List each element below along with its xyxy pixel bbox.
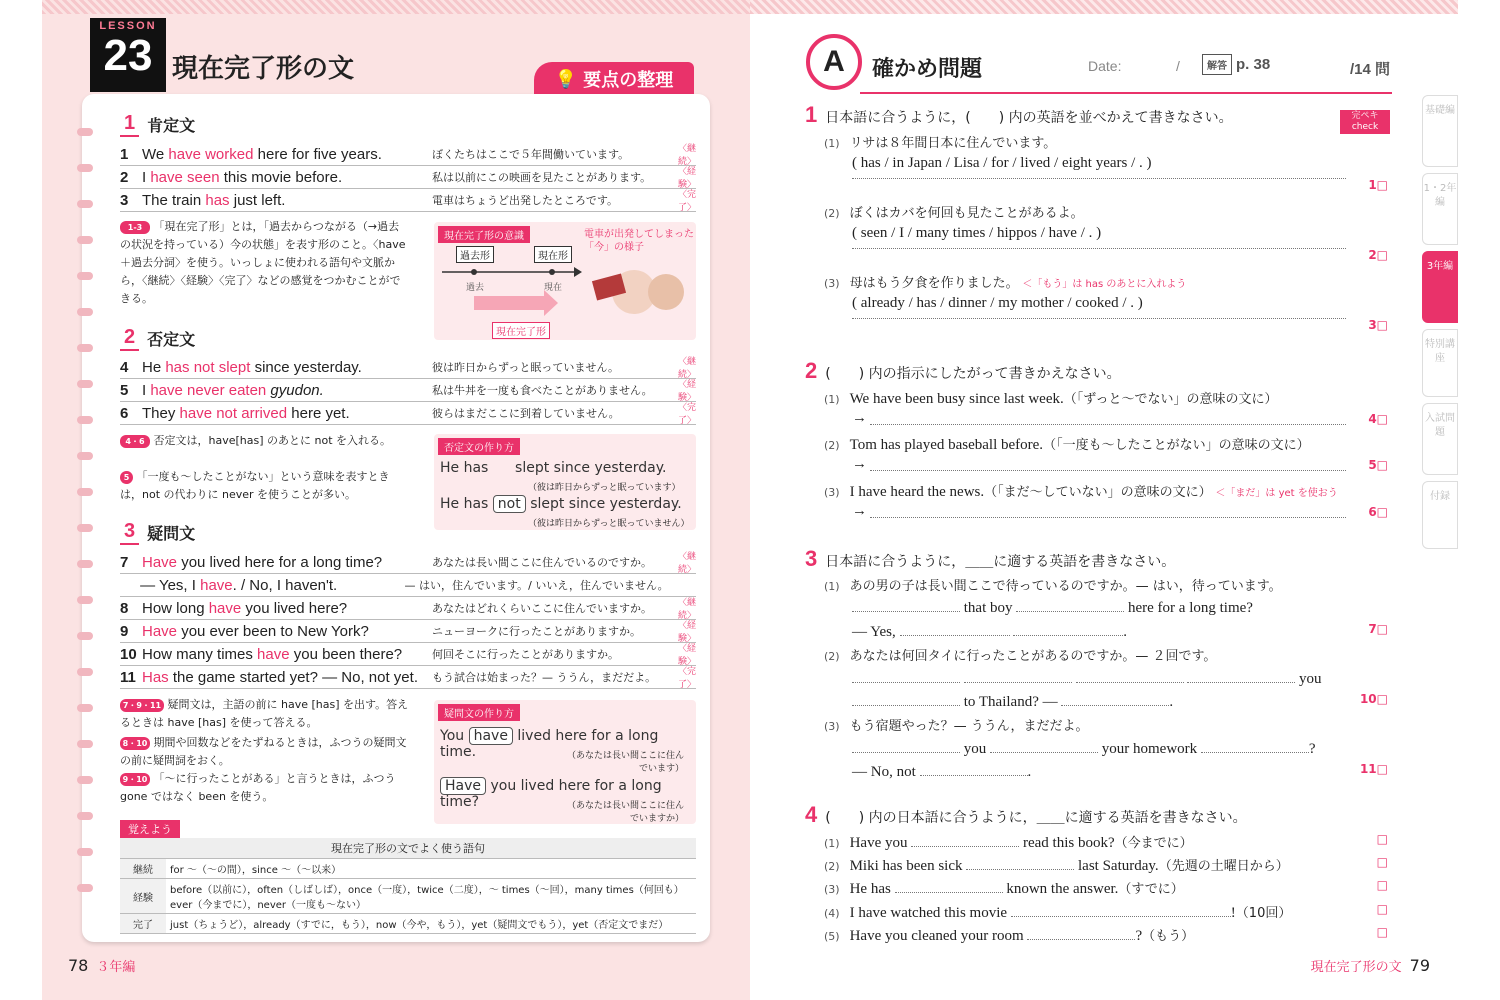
question-2: 2 ( ) 内の指示にしたがって書きかえなさい。 <box>805 358 1121 383</box>
check-box[interactable]: 2□ <box>1368 248 1388 262</box>
answer-blank[interactable] <box>1187 669 1295 683</box>
check-box[interactable]: □ <box>1376 925 1388 939</box>
answer-line[interactable] <box>852 178 1346 179</box>
example-english: How long have you lived here? <box>142 599 348 617</box>
note-text: 「一度も〜したことがない」という意味を表すときは，not の代わりに never を使うことが多い。 <box>120 470 390 501</box>
summary-card <box>82 94 710 942</box>
table-row <box>120 879 696 914</box>
section-label: 疑問文 <box>147 524 196 543</box>
q2-item-1: (1) We have been busy since last week.（「ずっと〜でない」の意味の文に） <box>824 391 1278 407</box>
arrow-icon: → <box>852 456 867 472</box>
note-badge: 1-3 <box>120 221 150 234</box>
answer-reference: 解答 p. 38 <box>1202 54 1270 75</box>
check-box[interactable]: 10□ <box>1359 692 1388 706</box>
tab-entrance-exam[interactable]: 入試問題 <box>1422 403 1458 475</box>
check-box[interactable]: □ <box>1376 878 1388 892</box>
section-number: 1 <box>120 112 139 137</box>
present-label: 現在形 <box>534 246 572 263</box>
binder-ring <box>77 488 93 496</box>
row-number: 11 <box>120 668 136 686</box>
example-row <box>120 356 696 379</box>
explanation-note <box>120 770 410 806</box>
binder-ring <box>77 200 93 208</box>
example-row <box>120 402 696 425</box>
page-title: 現在完了形の文 <box>172 54 355 84</box>
usage-tag: 〈完了〉 <box>677 190 696 213</box>
example-row <box>120 597 696 620</box>
example-english: Has the game started yet? — No, not yet. <box>142 668 418 686</box>
row-number: 9 <box>120 622 129 640</box>
memorize-label: 覚えよう <box>120 820 180 838</box>
lesson-word: LESSON <box>99 20 157 32</box>
date-field: Date: / <box>1088 58 1180 74</box>
explanation-note <box>120 468 410 504</box>
book-icon: 解答 <box>1202 54 1232 75</box>
binder-ring <box>77 344 93 352</box>
answer-blank[interactable] <box>852 739 960 753</box>
q3-item-1-line1: that boy here for a long time? <box>852 598 1253 617</box>
left-page <box>42 0 750 1000</box>
row-number: 8 <box>120 599 129 617</box>
binder-ring <box>77 848 93 856</box>
table-key: 経験 <box>120 879 166 914</box>
q1-item-2-prompt: (2) ぼくはカバを何回も見たことがあるよ。 <box>824 206 1084 221</box>
binder-ring <box>77 776 93 784</box>
usage-tag: 〈完了〉 <box>677 403 696 426</box>
binder-ring <box>77 524 93 532</box>
example-row <box>120 620 696 643</box>
note-text: 「現在完了形」とは，「過去からつながる（→過去の状況を持っている）今の状態」を表す形のこと。〈have＋過去分詞〉を使う。いっしょに使われる語句や文脈から，〈継続〉〈経験〉〈完了〉などの感覚をつかむことができる。 <box>120 220 406 305</box>
illustration-caption: 現在完了形の意識 <box>438 226 530 243</box>
check-box[interactable]: 4□ <box>1368 412 1388 426</box>
tab-basics[interactable]: 基礎編 <box>1422 95 1458 167</box>
lesson-badge <box>90 18 166 92</box>
top-stripe <box>750 0 1458 14</box>
example-english: Have you lived here for a long time? <box>142 553 383 571</box>
q3-item-3-line2: — No, not . <box>852 764 1032 780</box>
past-label: 過去形 <box>456 246 494 263</box>
score-field: /14 問 <box>1350 61 1391 78</box>
example-japanese: あなたは長い間ここに住んでいるのですか。 <box>432 556 652 569</box>
answer-blank[interactable] <box>990 739 1098 753</box>
check-box[interactable]: □ <box>1376 902 1388 916</box>
binder-ring <box>77 128 93 136</box>
note-badge: 9・10 <box>120 773 150 786</box>
example-english: How many times have you been there? <box>142 645 403 663</box>
binder-ring <box>77 596 93 604</box>
example-japanese: ぼくたちはここで５年間働いています。 <box>432 148 630 161</box>
row-number: 6 <box>120 404 129 422</box>
tab-grade-3[interactable]: 3年編 <box>1422 251 1458 323</box>
answer-blank[interactable] <box>852 669 960 683</box>
table-header: 現在完了形の文でよく使う語句 <box>120 838 696 859</box>
past-tick-label: 過去 <box>466 283 485 293</box>
row-number: 10 <box>120 645 137 663</box>
kanpeki-check-badge: 完ペキcheck <box>1340 110 1390 134</box>
q1-item-2-words: ( seen / I / many times / hippos / have / . ) <box>852 225 1102 241</box>
answer-blank[interactable] <box>1013 622 1123 636</box>
page-number-left: 78 ３年編 <box>68 956 136 975</box>
section-number: 3 <box>120 520 139 545</box>
note-text: 「〜に行ったことがある」と言うときは，ふつう gone ではなく been を使う。 <box>120 772 396 803</box>
answer-blank[interactable] <box>1016 598 1124 612</box>
q1-item-1-words: ( has / in Japan / Lisa / for / lived / eight years / . ) <box>852 155 1152 171</box>
q2-item-3: (3) I have heard the news.（「まだ〜していない」の意味の文に） ＜「まだ」は yet を使おう <box>824 484 1338 500</box>
q4-item-2: (2) Miki has been sick last Saturday.（先週の土曜日から） <box>824 858 1289 874</box>
example-japanese: 彼は昨日からずっと眠っていません。 <box>432 361 619 374</box>
section-negative <box>120 326 195 351</box>
tab-grade-1-2[interactable]: 1・2年編 <box>1422 173 1458 245</box>
note-badge: 8・10 <box>120 737 150 750</box>
answer-blank[interactable] <box>900 622 1010 636</box>
q3-item-1-prompt: (1) あの男の子は長い間ここで待っているのですか。— はい，待っています。 <box>824 579 1282 594</box>
section-label: 肯定文 <box>147 116 196 135</box>
explanation-note <box>120 734 410 770</box>
explanation-note <box>120 432 410 450</box>
note-badge: 4・6 <box>120 435 150 448</box>
q1-item-3-words: ( already / has / dinner / my mother / cooked / . ) <box>852 295 1143 311</box>
page-number-right: 現在完了形の文 79 <box>1310 956 1430 975</box>
example-english: I have seen this movie before. <box>142 168 343 186</box>
example-row <box>120 379 696 402</box>
answer-line[interactable] <box>852 318 1346 319</box>
lightbulb-icon: 💡 <box>554 68 578 90</box>
q3-item-3-prompt: (3) もう宿題やった？— ううん，まだだよ。 <box>824 719 1089 734</box>
question-4: 4 ( ) 内の日本語に合うように，＿＿に適する英語を書きなさい。 <box>805 802 1247 827</box>
explanation-note <box>120 696 410 732</box>
lesson-number: 23 <box>103 31 153 80</box>
section-a-badge: A <box>806 34 862 90</box>
answer-blank[interactable] <box>966 856 1074 870</box>
example-english: — Yes, I have. / No, I haven't. <box>140 576 338 594</box>
q4-item-4: (4) I have watched this movie !（10回） <box>824 905 1292 921</box>
hand-line-note: （あなたは長い間ここに住んでいますか） <box>566 801 684 824</box>
binder-ring <box>77 236 93 244</box>
example-japanese: あなたはどれくらいここに住んでいますか。 <box>432 602 652 615</box>
check-box[interactable]: □ <box>1376 855 1388 869</box>
answer-blank[interactable] <box>852 692 960 706</box>
binder-ring <box>77 308 93 316</box>
answer-blank[interactable] <box>852 598 960 612</box>
example-row <box>120 666 696 689</box>
answer-blank[interactable] <box>1061 692 1169 706</box>
usage-tag: 〈完了〉 <box>677 667 696 690</box>
q3-item-1-line2: — Yes, . <box>852 624 1128 640</box>
answer-blank[interactable] <box>1076 669 1184 683</box>
binder-ring <box>77 560 93 568</box>
example-english: Have you ever been to New York? <box>142 622 369 640</box>
hand-line: Have you lived here for a long time? <box>440 778 662 810</box>
binder-ring <box>77 452 93 460</box>
row-number: 5 <box>120 381 129 399</box>
table-value: for 〜（〜の間），since 〜（〜以来） <box>166 859 696 879</box>
binder-ring <box>77 740 93 748</box>
usage-tag: 〈経験〉 <box>677 621 696 644</box>
check-box[interactable]: 11□ <box>1359 762 1388 776</box>
example-row <box>120 551 696 574</box>
example-japanese: — はい，住んでいます。/ いいえ，住んでいません。 <box>404 579 669 592</box>
answer-blank[interactable] <box>1201 739 1309 753</box>
example-english: He has not slept since yesterday. <box>142 358 362 376</box>
summary-tab-label: 要点の整理 <box>583 70 674 91</box>
q3-item-2-prompt: (2) あなたは何回タイに行ったことがあるのですか。— ２回です。 <box>824 649 1217 664</box>
q1-item-1-prompt: (1) リサは８年間日本に住んでいます。 <box>824 136 1057 151</box>
section-question <box>120 520 195 545</box>
row-number: 2 <box>120 168 129 186</box>
row-number: 4 <box>120 358 129 376</box>
row-number: 3 <box>120 191 129 209</box>
q1-item-3-prompt: (3) 母はもう夕食を作りました。 ＜「もう」は has のあとに入れよう <box>824 276 1187 291</box>
check-box[interactable]: 3□ <box>1368 318 1388 332</box>
section-label: 否定文 <box>147 330 196 349</box>
check-box[interactable]: 6□ <box>1368 505 1388 519</box>
example-row <box>120 643 696 666</box>
header-divider <box>860 92 1392 94</box>
q4-item-1: (1) Have you read this book?（今までに） <box>824 835 1193 851</box>
note-text: 期間や回数などをたずねるときは，ふつうの疑問文の前に疑問詞をおく。 <box>120 736 407 767</box>
table-value: just（ちょうど），already（すでに，もう），now（今や，もう），yet（疑問文でもう），yet（否定文でまだ） <box>166 914 696 934</box>
answer-blank[interactable] <box>1027 926 1135 940</box>
q2-item-2: (2) Tom has played baseball before.（「一度も〜したことがない」の意味の文に） <box>824 437 1310 453</box>
check-box[interactable]: 1□ <box>1368 178 1388 192</box>
binder-ring <box>77 416 93 424</box>
answer-line[interactable] <box>870 470 1346 471</box>
usage-tag: 〈経験〉 <box>677 644 696 667</box>
example-english: They have not arrived here yet. <box>142 404 350 422</box>
hand-line: You have lived here for a long time. <box>440 728 659 760</box>
table-key: 完了 <box>120 914 166 934</box>
row-number: 7 <box>120 553 129 571</box>
hand-line-note: （彼は昨日からずっと眠っていません） <box>528 519 690 529</box>
illustration-bubble: 電車が出発してしまった「今」の様子 <box>584 229 694 253</box>
table-row <box>120 914 696 934</box>
usage-tag: 〈経験〉 <box>677 380 696 403</box>
q4-item-5: (5) Have you cleaned your room ?（もう） <box>824 928 1195 944</box>
hand-line: He has slept since yesterday. <box>440 460 667 476</box>
question-1: 1 日本語に合うように，( ) 内の英語を並べかえて書きなさい。 <box>805 102 1233 127</box>
example-english: I have never eaten gyudon. <box>142 381 324 399</box>
example-japanese: ニューヨークに行ったことがありますか。 <box>432 625 641 638</box>
perfect-tense-illustration <box>434 222 696 340</box>
check-box[interactable]: □ <box>1376 832 1388 846</box>
binder-ring <box>77 704 93 712</box>
table-value: before（以前に），often（しばしば），once（一度），twice（二度），〜 times（〜回），many times（何回も） ever（今までに），never（一度も〜ない） <box>166 879 696 914</box>
binder-ring <box>77 632 93 640</box>
hand-line-note: （あなたは長い間ここに住んでいます） <box>566 751 684 774</box>
top-stripe <box>42 0 750 14</box>
binder-ring <box>77 812 93 820</box>
phrase-table <box>120 838 696 934</box>
example-japanese: 私は牛丼を一度も食べたことがありません。 <box>432 384 653 397</box>
note-badge: 7・9・11 <box>120 699 164 712</box>
answer-blank[interactable] <box>895 879 1003 893</box>
section-affirmative <box>120 112 195 137</box>
answer-blank[interactable] <box>911 833 1019 847</box>
right-page <box>750 0 1458 1000</box>
arrow-icon: → <box>852 410 867 426</box>
question-3: 3 日本語に合うように，＿＿に適する英語を書きなさい。 <box>805 546 1176 571</box>
illustration-caption: 否定文の作り方 <box>438 438 520 455</box>
hand-line: He has not slept since yesterday. <box>440 496 682 512</box>
binder-ring <box>77 884 93 892</box>
q3-item-2-line2: to Thailand? — . <box>852 692 1173 711</box>
example-japanese: 何回そこに行ったことがありますか。 <box>432 648 619 661</box>
q3-item-3-line1: you your homework ? <box>852 739 1316 758</box>
usage-tag: 〈継続〉 <box>677 144 696 167</box>
example-japanese: もう試合は始まった？— ううん，まだだよ。 <box>432 671 657 684</box>
question-illustration <box>434 700 696 824</box>
present-tick-label: 現在 <box>544 283 563 293</box>
section-number: 2 <box>120 326 139 351</box>
binder-ring <box>77 164 93 172</box>
exercise-title: 確かめ問題 <box>872 57 983 82</box>
explanation-note <box>120 218 410 308</box>
q3-item-2-line1: you <box>852 669 1322 688</box>
example-japanese: 彼らはまだここに到着していません。 <box>432 407 620 420</box>
chapter-tabs <box>1422 95 1458 555</box>
binder-ring <box>77 380 93 388</box>
q4-item-3: (3) He has known the answer.（すでに） <box>824 881 1184 897</box>
note-text: 疑問文は，主語の前に have [has] を出す。答えるときは have [has] を使って答える。 <box>120 698 409 729</box>
tab-special[interactable]: 特別講座 <box>1422 329 1458 397</box>
example-row <box>120 574 696 597</box>
hand-line-note: （彼は昨日からずっと眠っています） <box>528 483 681 493</box>
illustration-caption: 疑問文の作り方 <box>438 704 520 721</box>
example-japanese: 電車はちょうど出発したところです。 <box>432 194 619 207</box>
binder-ring <box>77 272 93 280</box>
note-badge: 5 <box>120 471 133 484</box>
check-box[interactable]: 5□ <box>1368 458 1388 472</box>
answer-blank[interactable] <box>1011 903 1231 917</box>
usage-tag: 〈経験〉 <box>677 167 696 190</box>
example-english: The train has just left. <box>142 191 286 209</box>
binder-ring <box>77 668 93 676</box>
answer-blank[interactable] <box>964 669 1072 683</box>
check-box[interactable]: 7□ <box>1368 622 1388 636</box>
example-row <box>120 166 696 189</box>
row-number: 1 <box>120 145 129 163</box>
example-english: We have worked here for five years. <box>142 145 382 163</box>
answer-line[interactable] <box>852 248 1346 249</box>
usage-tag: 〈継続〉 <box>677 598 696 621</box>
negative-illustration <box>434 434 696 530</box>
example-japanese: 私は以前にこの映画を見たことがあります。 <box>432 171 652 184</box>
note-text: 否定文は，have[has] のあとに not を入れる。 <box>153 434 392 447</box>
answer-blank[interactable] <box>920 762 1028 776</box>
summary-tab <box>534 62 694 96</box>
table-key: 継続 <box>120 859 166 879</box>
example-row <box>120 143 696 166</box>
answer-line[interactable] <box>870 517 1346 518</box>
tab-appendix[interactable]: 付録 <box>1422 481 1458 549</box>
arrow-icon: → <box>852 503 867 519</box>
usage-tag: 〈継続〉 <box>677 552 696 575</box>
answer-line[interactable] <box>870 424 1346 425</box>
perfect-label: 現在完了形 <box>492 322 550 339</box>
usage-tag: 〈継続〉 <box>677 357 696 380</box>
example-row <box>120 189 696 212</box>
table-row <box>120 859 696 879</box>
